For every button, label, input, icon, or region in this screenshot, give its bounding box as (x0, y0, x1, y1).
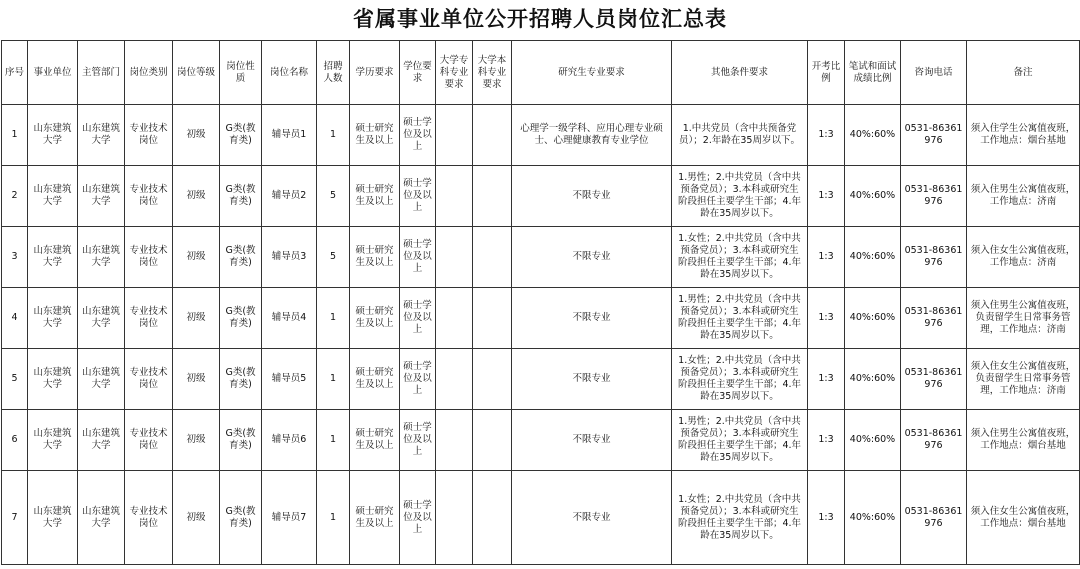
cell-col-bachelor-major (473, 105, 512, 166)
table-row (2, 105, 1080, 166)
cell-col-education: 硕士研究生及以上 (350, 410, 400, 471)
header-col-department: 主管部门 (78, 41, 125, 105)
cell-col-nature: G类(教育类) (220, 410, 262, 471)
cell-col-other-conditions: 1.男性；2.中共党员（含中共预备党员）；3.本科或研究生阶段担任主要学生干部；4.年龄在35周岁以下。 (672, 410, 808, 471)
cell-col-degree: 硕士学位及以上 (400, 105, 436, 166)
cell-col-count: 1 (317, 105, 350, 166)
cell-col-degree: 硕士学位及以上 (400, 471, 436, 565)
cell-col-level: 初级 (173, 349, 220, 410)
table-body (2, 105, 1080, 565)
cell-col-name: 辅导员5 (262, 349, 317, 410)
cell-col-department: 山东建筑大学 (78, 471, 125, 565)
cell-col-graduate-major: 不限专业 (512, 227, 672, 288)
cell-col-graduate-major: 心理学一级学科、应用心理专业硕士、心理健康教育专业学位 (512, 105, 672, 166)
cell-col-name: 辅导员2 (262, 166, 317, 227)
cell-col-category: 专业技术岗位 (125, 166, 173, 227)
cell-col-graduate-major: 不限专业 (512, 288, 672, 349)
cell-col-level: 初级 (173, 288, 220, 349)
header-col-name: 岗位名称 (262, 41, 317, 105)
cell-col-department: 山东建筑大学 (78, 410, 125, 471)
cell-col-name: 辅导员7 (262, 471, 317, 565)
cell-col-exam-ratio: 1:3 (808, 166, 845, 227)
cell-col-nature: G类(教育类) (220, 166, 262, 227)
cell-col-count: 5 (317, 166, 350, 227)
cell-col-college-major (436, 227, 473, 288)
cell-col-education: 硕士研究生及以上 (350, 288, 400, 349)
header-col-graduate-major: 研究生专业要求 (512, 41, 672, 105)
cell-col-other-conditions: 1.女性；2.中共党员（含中共预备党员）；3.本科或研究生阶段担任主要学生干部；4.年龄在35周岁以下。 (672, 227, 808, 288)
header-col-index: 序号 (2, 41, 28, 105)
cell-col-score-ratio: 40%:60% (845, 166, 901, 227)
header-col-nature: 岗位性质 (220, 41, 262, 105)
cell-col-nature: G类(教育类) (220, 105, 262, 166)
cell-col-level: 初级 (173, 166, 220, 227)
cell-col-category: 专业技术岗位 (125, 471, 173, 565)
cell-col-graduate-major: 不限专业 (512, 410, 672, 471)
cell-col-nature: G类(教育类) (220, 227, 262, 288)
cell-col-graduate-major: 不限专业 (512, 471, 672, 565)
cell-col-exam-ratio: 1:3 (808, 105, 845, 166)
cell-col-remarks: 须入住女生公寓值夜班，负责留学生日常事务管理，工作地点：济南 (967, 349, 1080, 410)
cell-col-college-major (436, 471, 473, 565)
cell-col-exam-ratio: 1:3 (808, 349, 845, 410)
table-row (2, 166, 1080, 227)
cell-col-other-conditions: 1.女性；2.中共党员（含中共预备党员）；3.本科或研究生阶段担任主要学生干部；4.年龄在35周岁以下。 (672, 349, 808, 410)
cell-col-graduate-major: 不限专业 (512, 166, 672, 227)
cell-col-phone: 0531-86361976 (901, 471, 967, 565)
cell-col-category: 专业技术岗位 (125, 410, 173, 471)
table-row (2, 471, 1080, 565)
cell-col-score-ratio: 40%:60% (845, 227, 901, 288)
cell-col-other-conditions: 1.女性；2.中共党员（含中共预备党员）；3.本科或研究生阶段担任主要学生干部；4.年龄在35周岁以下。 (672, 471, 808, 565)
header-col-score-ratio: 笔试和面试成绩比例 (845, 41, 901, 105)
cell-col-category: 专业技术岗位 (125, 105, 173, 166)
cell-col-department: 山东建筑大学 (78, 288, 125, 349)
cell-col-category: 专业技术岗位 (125, 227, 173, 288)
cell-col-unit: 山东建筑大学 (28, 349, 78, 410)
cell-col-score-ratio: 40%:60% (845, 471, 901, 565)
cell-col-college-major (436, 349, 473, 410)
cell-col-department: 山东建筑大学 (78, 349, 125, 410)
cell-col-nature: G类(教育类) (220, 288, 262, 349)
cell-col-unit: 山东建筑大学 (28, 471, 78, 565)
cell-col-degree: 硕士学位及以上 (400, 227, 436, 288)
cell-col-level: 初级 (173, 410, 220, 471)
header-col-bachelor-major: 大学本科专业要求 (473, 41, 512, 105)
cell-col-phone: 0531-86361976 (901, 410, 967, 471)
cell-col-unit: 山东建筑大学 (28, 105, 78, 166)
cell-col-unit: 山东建筑大学 (28, 227, 78, 288)
cell-col-college-major (436, 288, 473, 349)
table-row (2, 227, 1080, 288)
cell-col-exam-ratio: 1:3 (808, 471, 845, 565)
cell-col-education: 硕士研究生及以上 (350, 105, 400, 166)
cell-col-unit: 山东建筑大学 (28, 288, 78, 349)
cell-col-index: 1 (2, 105, 28, 166)
cell-col-index: 7 (2, 471, 28, 565)
cell-col-phone: 0531-86361976 (901, 227, 967, 288)
cell-col-level: 初级 (173, 105, 220, 166)
cell-col-index: 2 (2, 166, 28, 227)
cell-col-bachelor-major (473, 288, 512, 349)
cell-col-index: 3 (2, 227, 28, 288)
cell-col-other-conditions: 1.男性；2.中共党员（含中共预备党员）；3.本科或研究生阶段担任主要学生干部；4.年龄在35周岁以下。 (672, 288, 808, 349)
cell-col-name: 辅导员6 (262, 410, 317, 471)
cell-col-score-ratio: 40%:60% (845, 410, 901, 471)
header-col-remarks: 备注 (967, 41, 1080, 105)
cell-col-level: 初级 (173, 227, 220, 288)
cell-col-score-ratio: 40%:60% (845, 349, 901, 410)
cell-col-college-major (436, 410, 473, 471)
cell-col-degree: 硕士学位及以上 (400, 166, 436, 227)
cell-col-college-major (436, 166, 473, 227)
cell-col-department: 山东建筑大学 (78, 105, 125, 166)
header-col-category: 岗位类别 (125, 41, 173, 105)
cell-col-index: 4 (2, 288, 28, 349)
cell-col-unit: 山东建筑大学 (28, 410, 78, 471)
cell-col-education: 硕士研究生及以上 (350, 227, 400, 288)
cell-col-nature: G类(教育类) (220, 349, 262, 410)
header-col-level: 岗位等级 (173, 41, 220, 105)
page-title: 省属事业单位公开招聘人员岗位汇总表 (353, 6, 727, 31)
header-col-education: 学历要求 (350, 41, 400, 105)
cell-col-name: 辅导员3 (262, 227, 317, 288)
cell-col-education: 硕士研究生及以上 (350, 471, 400, 565)
cell-col-count: 1 (317, 410, 350, 471)
table-row (2, 288, 1080, 349)
cell-col-name: 辅导员4 (262, 288, 317, 349)
cell-col-department: 山东建筑大学 (78, 227, 125, 288)
cell-col-remarks: 须入住男生公寓值夜班，工作地点：济南 (967, 166, 1080, 227)
cell-col-bachelor-major (473, 471, 512, 565)
cell-col-category: 专业技术岗位 (125, 288, 173, 349)
cell-col-nature: G类(教育类) (220, 471, 262, 565)
cell-col-exam-ratio: 1:3 (808, 227, 845, 288)
cell-col-score-ratio: 40%:60% (845, 288, 901, 349)
cell-col-phone: 0531-86361976 (901, 166, 967, 227)
cell-col-index: 6 (2, 410, 28, 471)
cell-col-other-conditions: 1.中共党员（含中共预备党员）；2.年龄在35周岁以下。 (672, 105, 808, 166)
cell-col-remarks: 须入住男生公寓值夜班，工作地点：烟台基地 (967, 410, 1080, 471)
header-col-unit: 事业单位 (28, 41, 78, 105)
cell-col-phone: 0531-86361976 (901, 105, 967, 166)
cell-col-education: 硕士研究生及以上 (350, 349, 400, 410)
cell-col-bachelor-major (473, 227, 512, 288)
cell-col-phone: 0531-86361976 (901, 288, 967, 349)
header-row (2, 41, 1080, 105)
cell-col-degree: 硕士学位及以上 (400, 349, 436, 410)
cell-col-unit: 山东建筑大学 (28, 166, 78, 227)
cell-col-graduate-major: 不限专业 (512, 349, 672, 410)
table-row (2, 410, 1080, 471)
cell-col-name: 辅导员1 (262, 105, 317, 166)
cell-col-exam-ratio: 1:3 (808, 410, 845, 471)
header-col-phone: 咨询电话 (901, 41, 967, 105)
header-col-other-conditions: 其他条件要求 (672, 41, 808, 105)
cell-col-count: 1 (317, 349, 350, 410)
cell-col-remarks: 须入住女生公寓值夜班，工作地点：烟台基地 (967, 471, 1080, 565)
header-col-exam-ratio: 开考比例 (808, 41, 845, 105)
cell-col-count: 5 (317, 227, 350, 288)
cell-col-remarks: 须入住女生公寓值夜班，工作地点：济南 (967, 227, 1080, 288)
table-row (2, 349, 1080, 410)
cell-col-college-major (436, 105, 473, 166)
cell-col-phone: 0531-86361976 (901, 349, 967, 410)
cell-col-level: 初级 (173, 471, 220, 565)
cell-col-remarks: 须入住男生公寓值夜班，负责留学生日常事务管理，工作地点：济南 (967, 288, 1080, 349)
cell-col-degree: 硕士学位及以上 (400, 410, 436, 471)
cell-col-bachelor-major (473, 166, 512, 227)
header-col-degree: 学位要求 (400, 41, 436, 105)
cell-col-education: 硕士研究生及以上 (350, 166, 400, 227)
cell-col-department: 山东建筑大学 (78, 166, 125, 227)
header-col-college-major: 大学专科专业要求 (436, 41, 473, 105)
cell-col-bachelor-major (473, 349, 512, 410)
cell-col-score-ratio: 40%:60% (845, 105, 901, 166)
cell-col-category: 专业技术岗位 (125, 349, 173, 410)
header-col-count: 招聘人数 (317, 41, 350, 105)
cell-col-index: 5 (2, 349, 28, 410)
cell-col-remarks: 须入住学生公寓值夜班，工作地点：烟台基地 (967, 105, 1080, 166)
cell-col-count: 1 (317, 471, 350, 565)
cell-col-count: 1 (317, 288, 350, 349)
positions-table (1, 40, 1080, 565)
cell-col-degree: 硕士学位及以上 (400, 288, 436, 349)
cell-col-other-conditions: 1.男性；2.中共党员（含中共预备党员）；3.本科或研究生阶段担任主要学生干部；4.年龄在35周岁以下。 (672, 166, 808, 227)
cell-col-bachelor-major (473, 410, 512, 471)
cell-col-exam-ratio: 1:3 (808, 288, 845, 349)
